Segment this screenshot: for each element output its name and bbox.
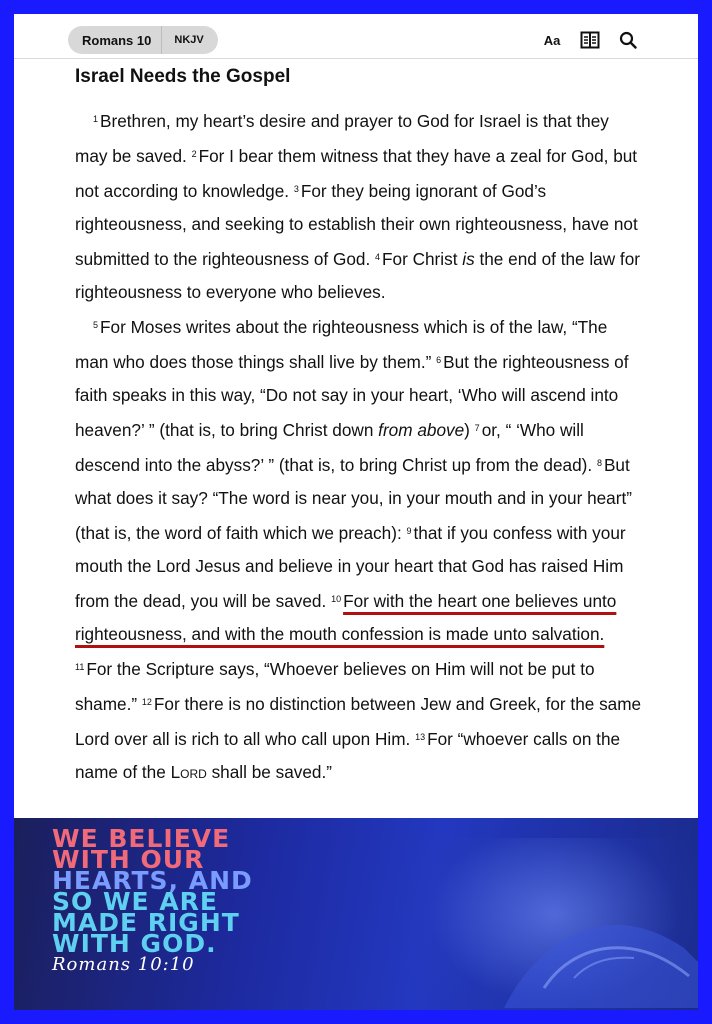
- verse-number[interactable]: 4: [375, 252, 381, 262]
- verse-6-italic: from above: [378, 420, 465, 440]
- verse-image-banner: [14, 818, 698, 1010]
- version-button[interactable]: NKJV: [174, 34, 204, 46]
- verse-10-highlighted[interactable]: For with the heart one believes unto righteousness, and with the mouth confession is made unto salvation.: [75, 591, 617, 644]
- verse-4-text-end: the end of the law for righteousness to everyone who believes.: [75, 249, 640, 302]
- verse-11[interactable]: For the Scripture says, “Whoever believes on Him will not be put to shame.”: [75, 659, 595, 714]
- hand-on-heart-icon: [484, 858, 698, 1008]
- book-chapter-button[interactable]: Romans 10: [68, 26, 162, 54]
- verse-number[interactable]: 12: [141, 697, 152, 707]
- font-settings-button[interactable]: Aa: [543, 32, 561, 48]
- section-heading: Israel Needs the Gospel: [75, 66, 291, 87]
- verse-13-lord: Lord: [170, 762, 207, 782]
- verse-8[interactable]: But what does it say? “The word is near you, in your mouth and in your heart” (that is, the word of faith which we preach):: [75, 455, 632, 543]
- quote-line: MADE RIGHT: [52, 908, 240, 937]
- verse-number[interactable]: 7: [474, 423, 480, 433]
- verse-5[interactable]: For Moses writes about the righteousness which is of the law, “The man who does those things shall live by them.”: [75, 317, 608, 372]
- reader-toolbar: [14, 14, 698, 59]
- verse-number[interactable]: 13: [415, 732, 426, 742]
- chapter-text: [75, 60, 645, 789]
- verse-number[interactable]: 10: [331, 594, 342, 604]
- verse-number[interactable]: 1: [93, 114, 99, 124]
- verse-6-text-end: ): [464, 420, 470, 440]
- verse-13-text: For “whoever calls on the name of the: [75, 729, 621, 782]
- verse-3[interactable]: For they being ignorant of God’s righteousness, and seeking to establish their own righteousness, have not submitted to the righteousness of God.: [75, 181, 638, 269]
- search-icon[interactable]: [616, 29, 640, 51]
- quote-line: SO WE ARE: [52, 887, 218, 916]
- verse-number[interactable]: 9: [406, 526, 412, 536]
- banner-reference: Romans 10:10: [52, 954, 195, 975]
- verse-number[interactable]: 6: [436, 355, 442, 365]
- quote-line: WE BELIEVE: [52, 824, 231, 853]
- verse-number[interactable]: 2: [191, 149, 197, 159]
- paragraph-2: [75, 309, 645, 789]
- verse-12[interactable]: For there is no distinction between Jew and Greek, for the same Lord over all is rich to all who call upon Him.: [75, 694, 642, 749]
- verse-2[interactable]: For I bear them witness that they have a zeal for God, but not according to knowledge.: [75, 146, 638, 201]
- quote-line: WITH OUR: [52, 845, 205, 874]
- quote-line: WITH GOD.: [52, 929, 217, 958]
- verse-7[interactable]: or, “ ‘Who will descend into the abyss?’ ” (that is, to bring Christ up from the dead).: [75, 420, 593, 475]
- chapter-version-selector[interactable]: [68, 26, 218, 54]
- parallel-view-icon[interactable]: [578, 29, 602, 51]
- verse-4-text: For Christ: [382, 249, 458, 269]
- verse-number[interactable]: 3: [293, 184, 299, 194]
- verse-number[interactable]: 5: [93, 320, 99, 330]
- reader-frame: [14, 14, 698, 1010]
- verse-1[interactable]: Brethren, my heart’s desire and prayer to God for Israel is that they may be saved.: [75, 111, 609, 166]
- verse-number[interactable]: 8: [596, 458, 602, 468]
- verse-4-italic: is: [462, 249, 475, 269]
- verse-6-text: But the righteousness of faith speaks in this way, “Do not say in your heart, ‘Who will ascend into heaven?’ ” (that is, to bring Christ down: [75, 352, 629, 440]
- verse-number[interactable]: 11: [75, 662, 85, 672]
- verse-13-text-end: shall be saved.”: [211, 762, 332, 782]
- banner-quote: [52, 824, 253, 958]
- toolbar-actions: [540, 29, 640, 51]
- quote-line: HEARTS, AND: [52, 866, 253, 895]
- paragraph-1: [75, 103, 645, 309]
- verse-9[interactable]: that if you confess with your mouth the Lord Jesus and believe in your heart that God has raised Him from the dead, you will be saved.: [75, 523, 626, 611]
